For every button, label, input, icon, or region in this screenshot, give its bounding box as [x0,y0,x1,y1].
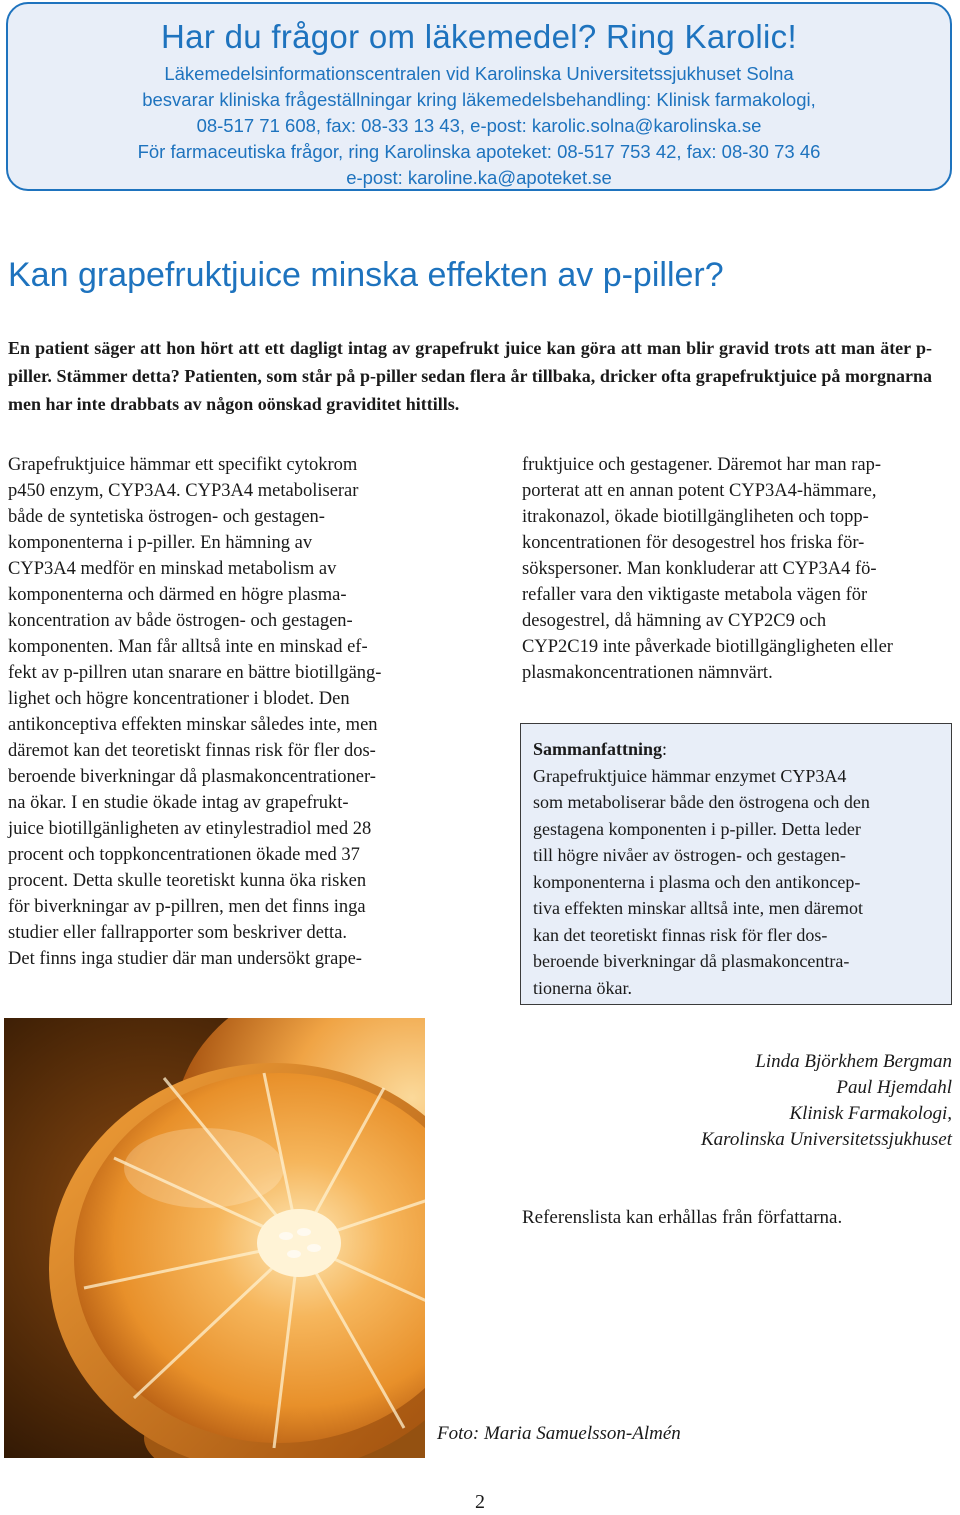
summary-line: gestagena komponenten i p-piller. Detta leder [533,818,861,839]
article-authors [701,1049,952,1153]
karolic-info-box [6,2,952,191]
body-line: p450 enzym, CYP3A4. CYP3A4 metaboliserar [8,481,359,501]
article-headline: Kan grapefruktjuice minska effekten av p-piller? [8,256,724,294]
grapefruit-illustration [4,1018,425,1458]
summary-line: tiva effekten minskar alltså inte, men däremot [533,898,864,918]
photo-caption: Foto: Maria Samuelsson-Almén [437,1423,681,1444]
body-line: plasmakoncentrationen nämnvärt. [522,663,773,683]
body-line: CYP3A4 medför en minskad metabolism av [8,559,337,579]
summary-line: tionerna ökar. [533,977,632,998]
info-box-title: Har du frågor om läkemedel? Ring Karolic! [161,18,797,55]
body-line: desogestrel, då hämning av CYP2C9 och [522,611,827,631]
body-line: procent. Detta skulle teoretiskt kunna öka risken [8,871,367,891]
body-line: refaller vara den viktigaste metabola vägen för [522,585,868,605]
body-line: koncentrationen för desogestrel hos friska för- [522,533,865,553]
info-box-line: 08-517 71 608, fax: 08-33 13 43, e-post: karolic.solna@karolinska.se [196,115,762,136]
body-line: itrakonazol, ökade biotillgängliheten och topp- [522,507,869,527]
grapefruit-core [257,1209,341,1277]
body-line: sökspersoner. Man konkluderar att CYP3A4 fö- [522,559,877,579]
body-line: studier eller fallrapporter som beskriver detta. [8,923,348,943]
reference-note: Referenslista kan erhållas från författarna. [522,1207,843,1228]
patient-question: En patient säger att hon hört att ett dagligt intag av grapefrukt juice kan göra att man blir gravid trots att man äter p-piller. Stämmer detta? Patienten, som står på p-piller sedan flera år tillbaka, dricker ofta grapefruktjuice på morgnarna men har inte drabbats av någon oönskad graviditet hittills. [8,338,932,414]
body-line: Det finns inga studier där man undersökt grape- [8,949,362,969]
body-line: Grapefruktjuice hämmar ett specifikt cytokrom [8,455,358,475]
body-line: lighet och högre koncentrationer i blodet. Den [8,689,350,709]
summary-line: Grapefruktjuice hämmar enzymet CYP3A4 [533,765,847,786]
body-line: procent och toppkoncentrationen ökade med 37 [8,845,360,865]
article-body-left-column [8,452,438,972]
summary-line: kan det teoretiskt finnas risk för fler dos- [533,924,828,945]
body-line: juice biotillgänligheten av etinylestradiol med 28 [8,819,372,839]
body-line: antikonceptiva effekten minskar således inte, men [8,715,378,735]
info-box-line: e-post: karoline.ka@apoteket.se [346,167,612,188]
body-line: däremot kan det teoretiskt finnas risk för fler dos- [8,741,376,761]
body-line: na ökar. I en studie ökade intag av grapefrukt- [8,793,349,813]
body-line: för biverkningar av p-pillren, men det finns inga [8,897,366,917]
info-box-line: För farmaceutiska frågor, ring Karolinska apoteket: 08-517 753 42, fax: 08-30 73 46 [137,141,821,162]
article-body-right-column [522,452,952,686]
grapefruit-photo [4,1018,425,1458]
summary-heading [533,736,939,763]
author-name: Paul Hjemdahl [836,1077,952,1098]
summary-heading-colon: : [662,739,668,759]
body-line: komponenterna i p-piller. En hämning av [8,533,313,553]
summary-box [520,723,952,1005]
body-line: fruktjuice och gestagener. Däremot har man rap- [522,455,882,475]
summary-heading-text: Sammanfattning [533,739,663,759]
body-line: komponenten. Man får alltså inte en minskad ef- [8,637,368,657]
body-line: både de syntetiska östrogen- och gestagen- [8,507,325,527]
summary-line: beroende biverkningar då plasmakoncentra- [533,951,850,971]
summary-line: komponenterna i plasma och den antikoncep- [533,871,861,892]
body-line: koncentration av både östrogen- och gestagen- [8,611,353,631]
body-line: porterat att en annan potent CYP3A4-hämmare, [522,481,877,501]
info-box-line: besvarar kliniska frågeställningar kring läkemedelsbehandling: Klinisk farmakologi, [142,89,816,110]
author-affiliation: Klinisk Farmakologi, [789,1103,952,1124]
body-line: beroende biverkningar då plasmakoncentrationer- [8,767,376,787]
body-line: fekt av p-pillren utan snarare en bättre biotillgäng- [8,663,382,683]
author-name: Linda Björkhem Bergman [755,1051,952,1072]
page-number: 2 [475,1491,485,1513]
body-line: CYP2C19 inte påverkade biotillgängligheten eller [522,637,893,657]
info-box-line: Läkemedelsinformationscentralen vid Karolinska Universitetssjukhuset Solna [164,63,794,84]
body-line: komponenterna och därmed en högre plasma- [8,585,347,605]
summary-line: som metaboliserar både den östrogena och den [533,792,870,812]
author-affiliation: Karolinska Universitetssjukhuset [700,1129,952,1150]
summary-line: till högre nivåer av östrogen- och gestagen- [533,845,846,865]
